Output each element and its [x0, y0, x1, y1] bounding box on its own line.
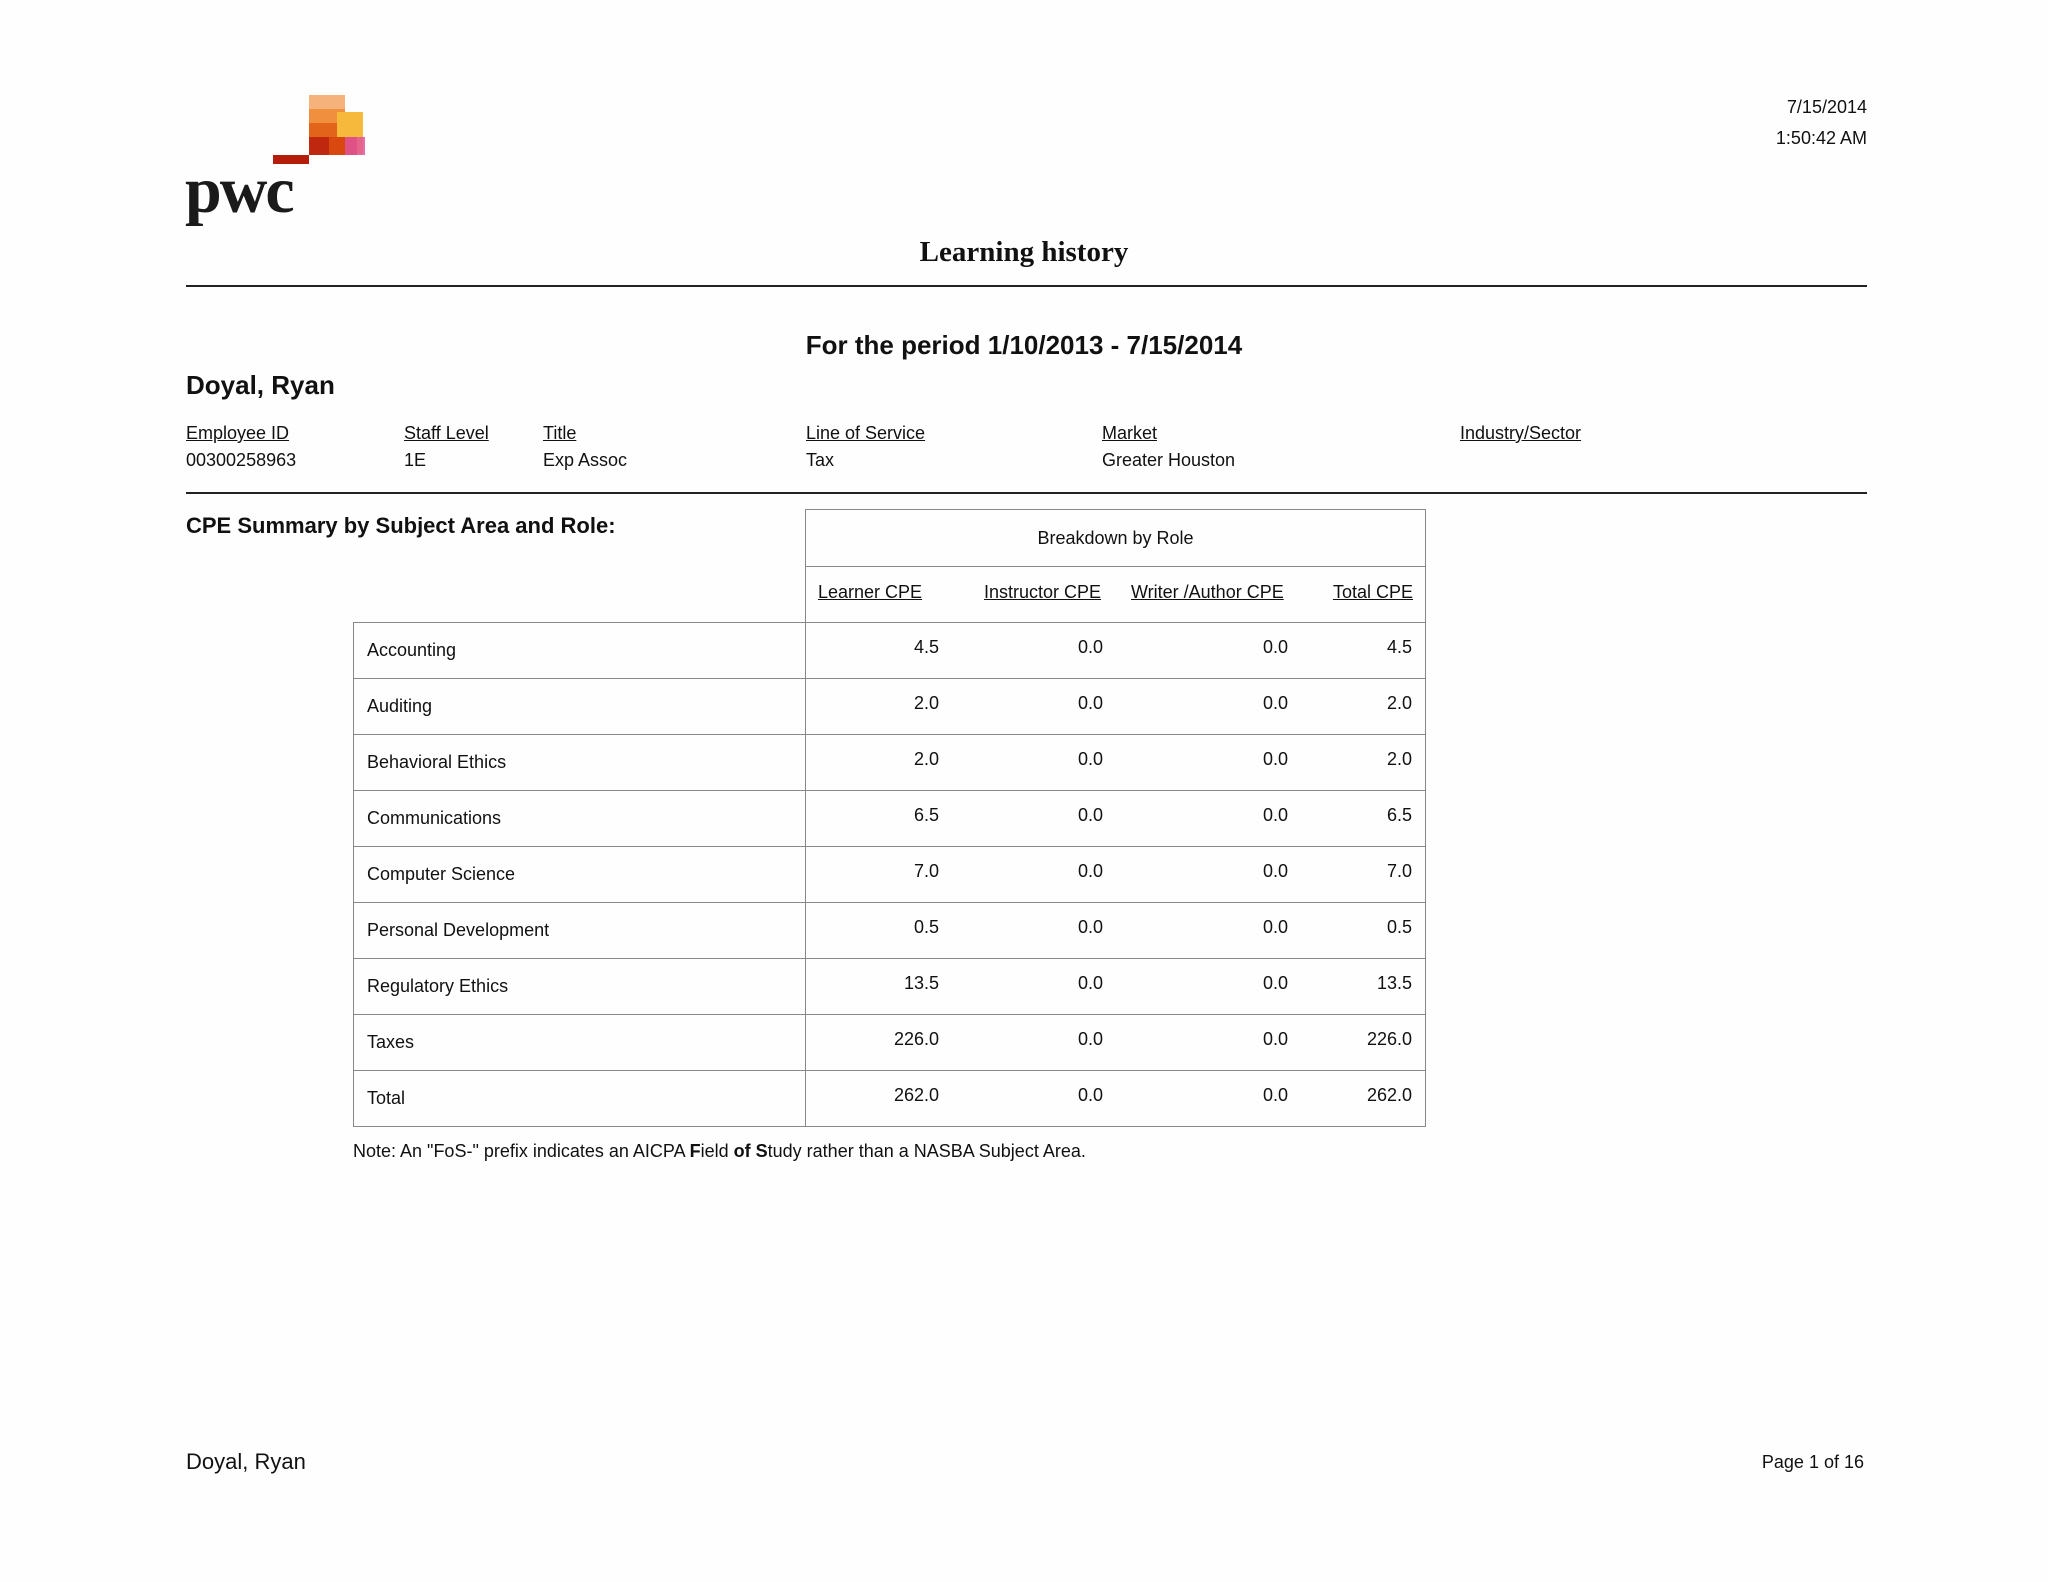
values-cell — [805, 847, 1425, 903]
total-cpe-value: 262.0 — [1366, 1085, 1412, 1105]
values-cell — [805, 959, 1425, 1015]
subject-cell: Behavioral Ethics — [354, 735, 806, 791]
cpe-summary-heading: CPE Summary by Subject Area and Role: — [186, 513, 616, 538]
cpe-summary-table — [353, 622, 1426, 1127]
table-row — [354, 791, 1426, 847]
industry-sector-label: Industry/Sector — [1460, 423, 1582, 443]
staff-level-label: Staff Level — [404, 423, 489, 443]
col-writer-author-cpe: Writer /Author CPE — [1131, 582, 1284, 602]
subject-cell: Computer Science — [354, 847, 806, 903]
instructor-cpe-value: 0.0 — [1077, 1029, 1103, 1049]
values-cell — [805, 679, 1425, 735]
values-cell — [805, 1071, 1425, 1127]
instructor-cpe-value: 0.0 — [1077, 693, 1103, 713]
learner-cpe-value: 4.5 — [913, 637, 939, 657]
table-row — [354, 959, 1426, 1015]
table-note: Note: An "FoS-" prefix indicates an AICPA Field of Study rather than a NASBA Subject Area. — [353, 1141, 1086, 1161]
writer-author-cpe-value: 0.0 — [1262, 637, 1288, 657]
learner-cpe-value: 6.5 — [913, 805, 939, 825]
staff-level-field — [404, 420, 489, 474]
role-breakdown-header — [805, 509, 1426, 623]
learner-cpe-value: 0.5 — [913, 917, 939, 937]
instructor-cpe-value: 0.0 — [1077, 749, 1103, 769]
table-row — [354, 623, 1426, 679]
market-label: Market — [1102, 423, 1158, 443]
report-datetime — [1776, 92, 1867, 154]
table-row — [354, 1015, 1426, 1071]
employee-id-field — [186, 420, 296, 474]
subject-cell: Taxes — [354, 1015, 806, 1071]
writer-author-cpe-value: 0.0 — [1262, 973, 1288, 993]
breakdown-title: Breakdown by Role — [806, 510, 1425, 567]
subject-cell: Total — [354, 1071, 806, 1127]
table-row — [354, 903, 1426, 959]
footer-employee-name: Doyal, Ryan — [186, 1449, 306, 1474]
subject-cell: Auditing — [354, 679, 806, 735]
title-field — [543, 420, 627, 474]
period-heading: For the period 1/10/2013 - 7/15/2014 — [805, 330, 1243, 360]
learner-cpe-value: 13.5 — [903, 973, 939, 993]
learner-cpe-value: 2.0 — [913, 693, 939, 713]
learner-cpe-value: 2.0 — [913, 749, 939, 769]
subject-cell: Regulatory Ethics — [354, 959, 806, 1015]
brand-wordmark: pwc — [185, 154, 293, 227]
learner-cpe-value: 7.0 — [913, 861, 939, 881]
col-learner-cpe: Learner CPE — [818, 582, 923, 602]
table-row — [354, 679, 1426, 735]
instructor-cpe-value: 0.0 — [1077, 1085, 1103, 1105]
col-instructor-cpe: Instructor CPE — [984, 582, 1102, 602]
col-total-cpe: Total CPE — [1332, 582, 1413, 602]
instructor-cpe-value: 0.0 — [1077, 861, 1103, 881]
total-cpe-value: 2.0 — [1386, 693, 1412, 713]
document-title: Learning history — [919, 236, 1129, 268]
values-cell — [805, 735, 1425, 791]
subject-cell: Communications — [354, 791, 806, 847]
instructor-cpe-value: 0.0 — [1077, 973, 1103, 993]
table-row — [354, 735, 1426, 791]
page-number: Page 1 of 16 — [1761, 1452, 1864, 1472]
subject-cell: Personal Development — [354, 903, 806, 959]
total-cpe-value: 13.5 — [1376, 973, 1412, 993]
instructor-cpe-value: 0.0 — [1077, 917, 1103, 937]
report-time: 1:50:42 AM — [1775, 128, 1867, 148]
total-cpe-value: 226.0 — [1366, 1029, 1412, 1049]
line-of-service-label: Line of Service — [806, 423, 926, 443]
writer-author-cpe-value: 0.0 — [1262, 749, 1288, 769]
learner-cpe-value: 226.0 — [893, 1029, 939, 1049]
total-row — [354, 1071, 1426, 1127]
values-cell — [805, 903, 1425, 959]
writer-author-cpe-value: 0.0 — [1262, 805, 1288, 825]
market-value: Greater Houston — [1102, 450, 1236, 470]
total-cpe-value: 4.5 — [1386, 637, 1412, 657]
total-cpe-value: 2.0 — [1386, 749, 1412, 769]
line-of-service-field — [806, 420, 925, 474]
writer-author-cpe-value: 0.0 — [1262, 861, 1288, 881]
instructor-cpe-value: 0.0 — [1077, 637, 1103, 657]
title-value: Exp Assoc — [543, 450, 628, 470]
total-cpe-value: 7.0 — [1386, 861, 1412, 881]
employee-id-value: 00300258963 — [186, 450, 297, 470]
writer-author-cpe-value: 0.0 — [1262, 1029, 1288, 1049]
employee-name: Doyal, Ryan — [186, 370, 335, 400]
values-cell — [805, 1015, 1425, 1071]
staff-level-value: 1E — [404, 450, 427, 470]
learner-cpe-value: 262.0 — [893, 1085, 939, 1105]
total-cpe-value: 6.5 — [1386, 805, 1412, 825]
writer-author-cpe-value: 0.0 — [1262, 693, 1288, 713]
title-divider — [186, 285, 1867, 287]
instructor-cpe-value: 0.0 — [1077, 805, 1103, 825]
values-cell — [805, 791, 1425, 847]
line-of-service-value: Tax — [806, 450, 835, 470]
values-cell — [805, 623, 1425, 679]
info-divider — [186, 492, 1867, 494]
employee-id-label: Employee ID — [186, 423, 290, 443]
writer-author-cpe-value: 0.0 — [1262, 1085, 1288, 1105]
industry-sector-field — [1460, 420, 1581, 447]
title-label: Title — [543, 423, 577, 443]
report-date: 7/15/2014 — [1786, 97, 1867, 117]
market-field — [1102, 420, 1235, 474]
table-row — [354, 847, 1426, 903]
subject-cell: Accounting — [354, 623, 806, 679]
writer-author-cpe-value: 0.0 — [1262, 917, 1288, 937]
total-cpe-value: 0.5 — [1386, 917, 1412, 937]
